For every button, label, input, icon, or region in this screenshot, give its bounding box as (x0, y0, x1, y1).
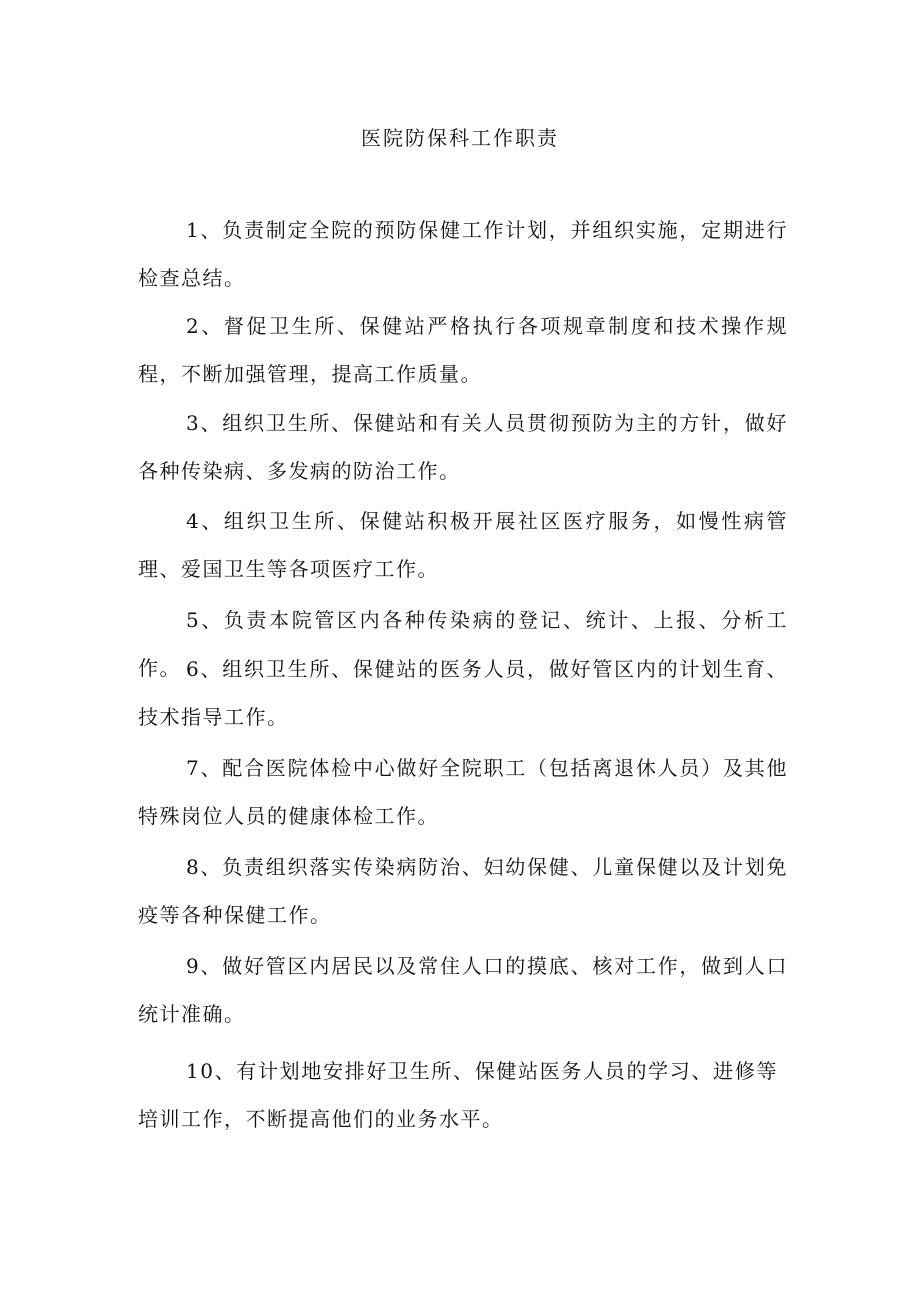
duty-item-10: 10、有计划地安排好卫生所、保健站医务人员的学习、进修等培训工作，不断提高他们的业务水平。 (138, 1059, 778, 1131)
duty-item-9: 9、做好管区内居民以及常住人口的摸底、核对工作，做到人口统计准确。 (138, 954, 788, 1026)
duty-item-1: 1、负责制定全院的预防保健工作计划，并组织实施，定期进行检查总结。 (138, 218, 788, 290)
duty-item-2: 2、督促卫生所、保健站严格执行各项规章制度和技术操作规程，不断加强管理，提高工作质量。 (138, 314, 788, 386)
duty-item-7: 7、配合医院体检中心做好全院职工（包括离退休人员）及其他特殊岗位人员的健康体检工作。 (138, 756, 788, 828)
duty-item-4: 4、组织卫生所、保健站积极开展社区医疗服务，如慢性病管理、爱国卫生等各项医疗工作。 (138, 509, 788, 581)
duty-item-5: 5、负责本院管区内各种传染病的登记、统计、上报、分析工作。 (138, 608, 788, 680)
duty-item-6: 6、组织卫生所、保健站的医务人员，做好管区内的计划生育、技术指导工作。 (138, 657, 788, 729)
duty-item-3: 3、组织卫生所、保健站和有关人员贯彻预防为主的方针，做好各种传染病、多发病的防治工作。 (138, 411, 788, 483)
page-title: 医院防保科工作职责 (361, 126, 559, 150)
duty-item-8: 8、负责组织落实传染病防治、妇幼保健、儿童保健以及计划免疫等各种保健工作。 (138, 855, 788, 927)
